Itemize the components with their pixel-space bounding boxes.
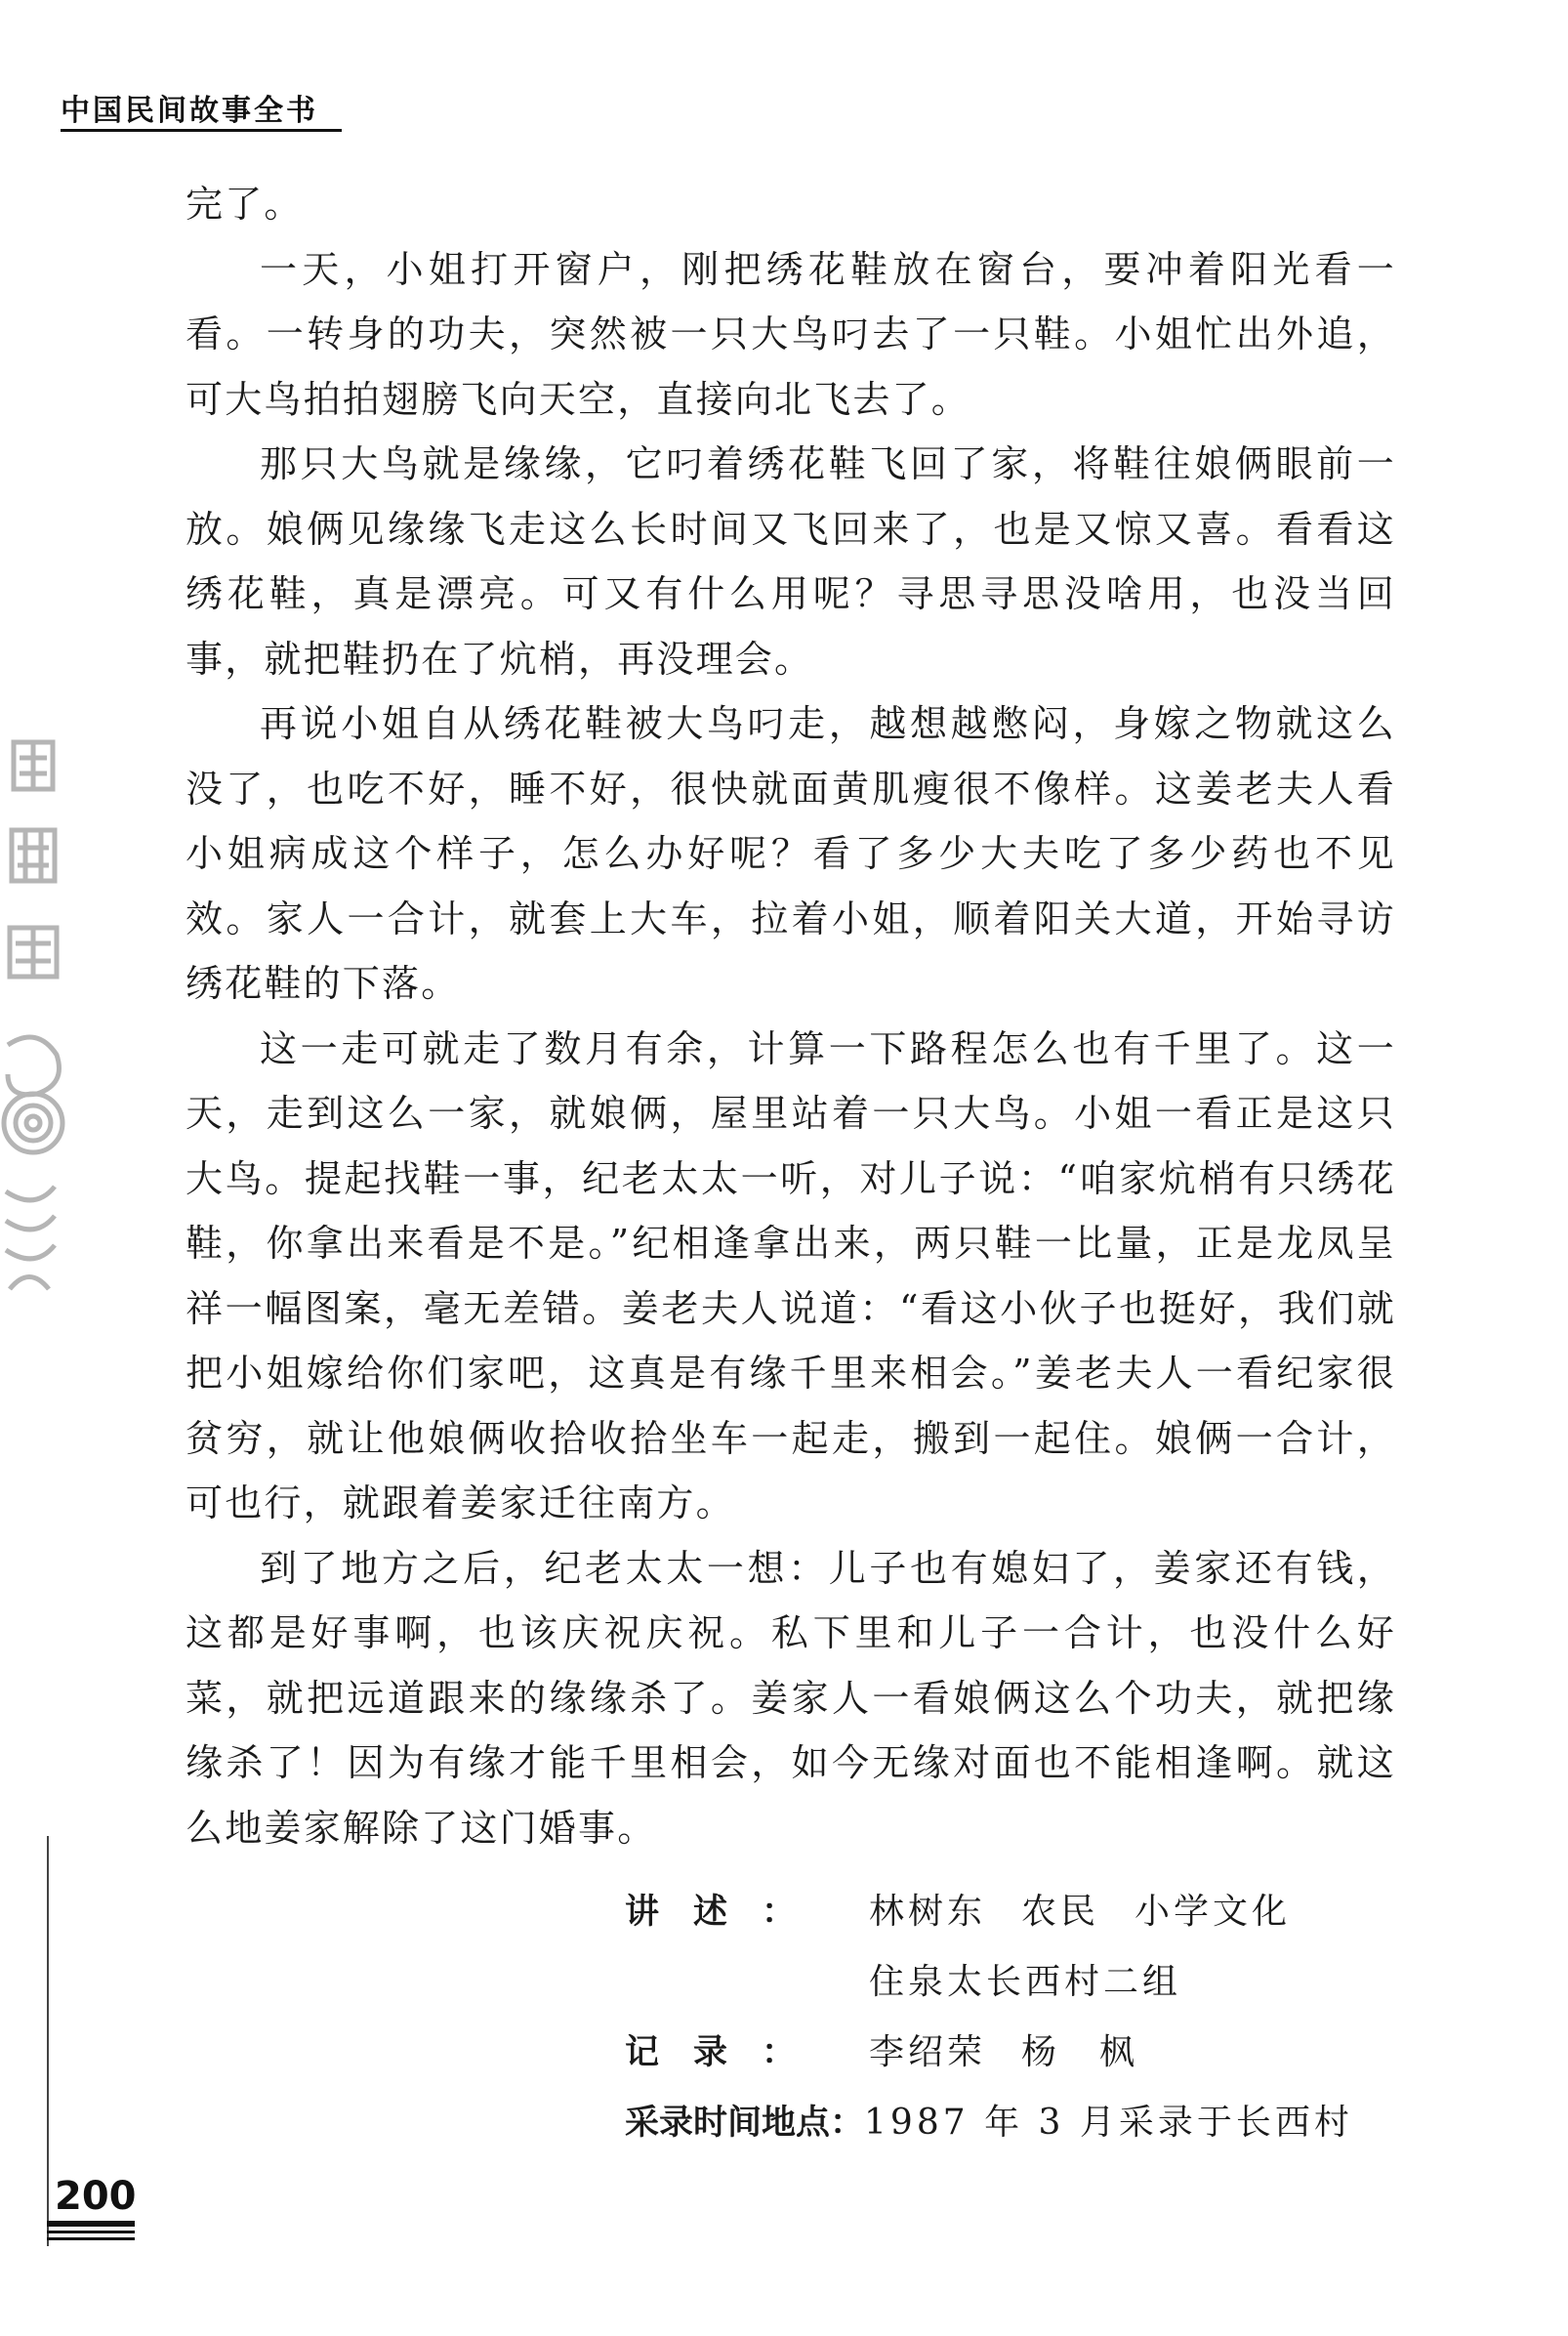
time-place-value: 1987 年 3 月采录于长西村 xyxy=(864,2103,1353,2143)
narrator-row xyxy=(625,1877,1353,1947)
page-number-rule xyxy=(47,2237,135,2240)
narrator-label: 讲述： xyxy=(625,1893,831,1932)
page-number-rule xyxy=(47,2231,135,2233)
margin-rule xyxy=(47,1836,49,2246)
story-paragraph: 再说小姐自从绣花鞋被大鸟叼走，越想越憋闷，身嫁之物就这么没了，也吃不好，睡不好，很快就面黄肌瘦很不像样。这姜老夫人看小姐病成这个样子，怎么办好呢？看了多少大夫吃了多少药也不见效。家人一合计，就套上大车，拉着小姐，顺着阳关大道，开始寻访绣花鞋的下落。 xyxy=(186,702,1396,1005)
story-paragraph: 一天，小姐打开窗户，刚把绣花鞋放在窗台，要冲着阳光看一看。一转身的功夫，突然被一只大鸟叼去了一只鞋。小姐忙出外追，可大鸟拍拍翅膀飞向天空，直接向北飞去了。 xyxy=(186,247,1396,421)
recorder-name: 李绍荣 xyxy=(869,2032,987,2072)
story-paragraph: 那只大鸟就是缘缘，它叼着绣花鞋飞回了家，将鞋往娘俩眼前一放。娘俩见缘缘飞走这么长时间又飞回来了，也是又惊又喜。看看这绣花鞋，真是漂亮。可又有什么用呢？寻思寻思没啥用，也没当回事，就把鞋扔在了炕梢，再没理会。 xyxy=(186,442,1396,681)
story-credits xyxy=(625,1877,1353,2158)
story-paragraph: 完了。 xyxy=(186,183,304,226)
recorder-name: 杨 枫 xyxy=(1021,2032,1139,2072)
page-number: 200 xyxy=(55,2174,137,2219)
decorative-margin-ornament xyxy=(0,723,94,1328)
recorder-label: 记录： xyxy=(625,2033,831,2072)
narrator-address: 住泉太长西村二组 xyxy=(869,1962,1182,2002)
story-paragraph: 到了地方之后，纪老太太一想：儿子也有媳妇了，姜家还有钱，这都是好事啊，也该庆祝庆祝。私下里和儿子一合计，也没什么好菜，就把远道跟来的缘缘杀了。姜家人一看娘俩这么个功夫，就把缘缘杀了！因为有缘才能千里相会，如今无缘对面也不能相逢啊。就这么地姜家解除了这门婚事。 xyxy=(186,1546,1396,1850)
time-place-label: 采录时间地点： xyxy=(625,2104,865,2143)
page-number-rule xyxy=(47,2221,135,2227)
narrator-education: 小学文化 xyxy=(1135,1892,1292,1932)
story-paragraph: 这一走可就走了数月有余，计算一下路程怎么也有千里了。这一天，走到这么一家，就娘俩，屋里站着一只大鸟。小姐一看正是这只大鸟。提起找鞋一事，纪老太太一听，对儿子说：“咱家炕梢有只绣花鞋，你拿出来看是不是。”纪相逢拿出来，两只鞋一比量，正是龙凤呈祥一幅图案，毫无差错。姜老夫人说道：“看这小伙子也挺好，我们就把小姐嫁给你们家吧，这真是有缘千里来相会。”姜老夫人一看纪家很贫穷，就让他娘俩收拾收拾坐车一起走，搬到一起住。娘俩一合计，可也行，就跟着姜家迁往南方。 xyxy=(186,1026,1396,1524)
narrator-occupation: 农民 xyxy=(1021,1892,1100,1932)
header-underline xyxy=(61,129,342,132)
book-title-header: 中国民间故事全书 xyxy=(61,94,318,128)
narrator-name: 林树东 xyxy=(869,1892,987,1932)
time-place-row xyxy=(625,2088,1353,2158)
story-body xyxy=(186,172,1396,1860)
recorder-row xyxy=(625,2018,1353,2088)
narrator-address-row xyxy=(625,1947,1353,2018)
